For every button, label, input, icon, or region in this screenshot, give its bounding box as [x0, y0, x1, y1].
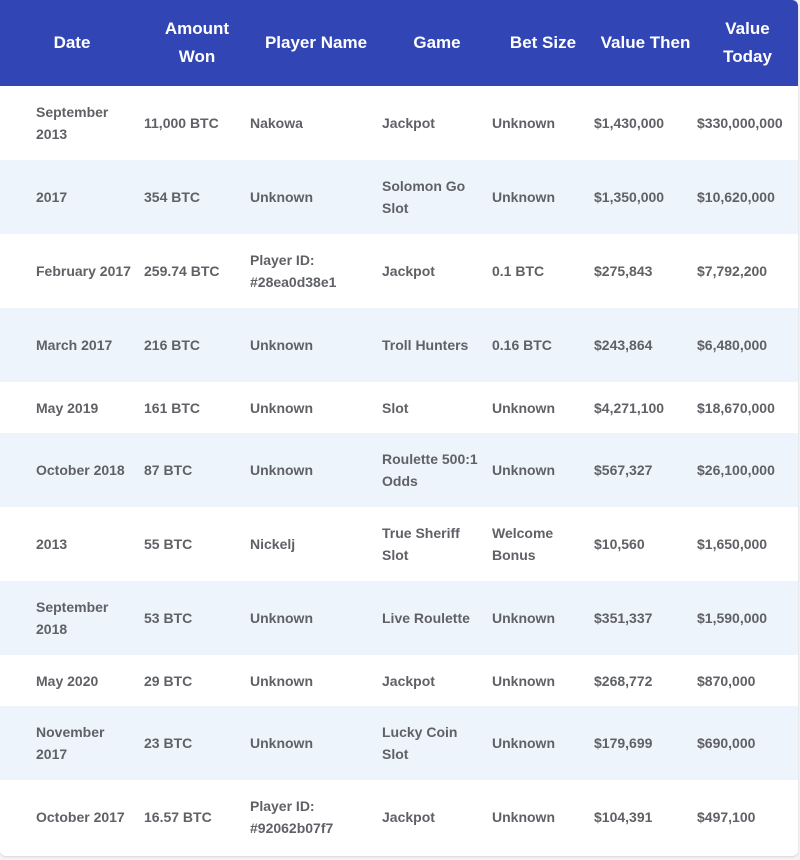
cell-bet-size: 0.1 BTC [492, 263, 545, 279]
cell-amount-won: 354 BTC [144, 189, 201, 205]
cell-value-today: $1,590,000 [697, 610, 768, 626]
cell-player-name: Player ID: #28ea0d38e1 [250, 252, 337, 290]
table-row [0, 507, 798, 581]
cell-bet-size: Unknown [492, 809, 555, 825]
cell-player-name: Unknown [250, 735, 313, 751]
table-row [0, 655, 798, 706]
cell-date: October 2018 [36, 462, 125, 478]
cell-game: Jackpot [382, 263, 435, 279]
table-row [0, 780, 798, 854]
cell-player-name: Nickelj [250, 536, 296, 552]
cell-value-today: $6,480,000 [697, 337, 768, 353]
cell-value-then: $275,843 [594, 263, 653, 279]
cell-amount-won: 87 BTC [144, 462, 193, 478]
cell-amount-won: 16.57 BTC [144, 809, 212, 825]
cell-bet-size: Unknown [492, 189, 555, 205]
cell-bet-size: Unknown [492, 735, 555, 751]
cell-bet-size: Unknown [492, 610, 555, 626]
table-row [0, 706, 798, 780]
cell-value-then: $567,327 [594, 462, 653, 478]
cell-player-name: Unknown [250, 610, 313, 626]
cell-amount-won: 23 BTC [144, 735, 193, 751]
header-bet-size: Bet Size [509, 33, 577, 52]
cell-game: Solomon Go Slot [382, 178, 466, 216]
cell-date: February 2017 [36, 263, 131, 279]
cell-date: September 2018 [36, 599, 109, 637]
cell-value-today: $870,000 [697, 672, 756, 689]
cell-game: Troll Hunters [382, 337, 469, 353]
cell-amount-won: 29 BTC [144, 672, 193, 689]
cell-date: November 2017 [36, 724, 105, 762]
cell-player-name: Player ID: #92062b07f7 [250, 798, 334, 836]
header-player-name: Player Name [264, 33, 368, 52]
cell-value-then: $179,699 [594, 735, 653, 751]
cell-bet-size: Unknown [492, 399, 555, 416]
cell-bet-size: Unknown [492, 115, 555, 131]
header-row [0, 0, 798, 86]
cell-value-then: $351,337 [594, 610, 653, 626]
cell-amount-won: 53 BTC [144, 610, 193, 626]
table-row [0, 382, 798, 433]
cell-amount-won: 55 BTC [144, 536, 193, 552]
cell-bet-size: Unknown [492, 462, 555, 478]
cell-amount-won: 11,000 BTC [144, 115, 219, 131]
cell-bet-size: Unknown [492, 672, 555, 689]
cell-value-today: $18,670,000 [697, 399, 775, 416]
cell-player-name: Unknown [250, 462, 313, 478]
cell-value-then: $1,430,000 [594, 115, 665, 131]
cell-player-name: Unknown [250, 399, 313, 416]
cell-date: May 2019 [36, 399, 99, 416]
cell-bet-size: Welcome Bonus [492, 525, 554, 563]
header-date: Date [53, 33, 91, 52]
cell-game: Jackpot [382, 672, 435, 689]
cell-value-today: $1,650,000 [697, 536, 768, 552]
table-row [0, 581, 798, 655]
cell-player-name: Unknown [250, 189, 313, 205]
cell-date: March 2017 [36, 337, 113, 353]
cell-date: October 2017 [36, 809, 125, 825]
cell-date: May 2020 [36, 672, 99, 689]
cell-player-name: Nakowa [250, 115, 303, 131]
table-header [0, 0, 798, 86]
header-game: Game [413, 33, 461, 52]
cell-amount-won: 216 BTC [144, 337, 201, 353]
cell-value-then: $1,350,000 [594, 189, 665, 205]
header-value-then: Value Then [600, 33, 691, 52]
cell-value-today: $330,000,000 [697, 115, 783, 131]
cell-date: 2013 [36, 536, 68, 552]
cell-game: Roulette 500:1 Odds [382, 451, 478, 489]
cell-value-then: $268,772 [594, 672, 653, 689]
cell-value-today: $10,620,000 [697, 189, 775, 205]
cell-value-then: $4,271,100 [594, 399, 665, 416]
cell-value-today: $497,100 [697, 809, 756, 825]
table-row [0, 160, 798, 234]
cell-game: Jackpot [382, 115, 435, 131]
table-row [0, 86, 798, 160]
cell-bet-size: 0.16 BTC [492, 337, 552, 353]
cell-game: Lucky Coin Slot [382, 724, 458, 762]
cell-game: True Sheriff Slot [382, 525, 460, 563]
cell-value-today: $26,100,000 [697, 462, 775, 478]
cell-value-then: $10,560 [594, 536, 645, 552]
cell-value-today: $690,000 [697, 735, 756, 751]
cell-value-then: $104,391 [594, 809, 653, 825]
cell-amount-won: 161 BTC [144, 399, 201, 416]
table-row [0, 234, 798, 308]
cell-player-name: Unknown [250, 337, 313, 353]
table-row [0, 308, 798, 382]
cell-game: Live Roulette [382, 610, 470, 626]
cell-date: September 2013 [36, 104, 109, 142]
cell-game: Slot [382, 399, 409, 416]
table-body [0, 86, 798, 854]
cell-amount-won: 259.74 BTC [144, 263, 220, 279]
cell-game: Jackpot [382, 809, 435, 825]
header-value-today: Value Today [723, 19, 772, 66]
cell-player-name: Unknown [250, 672, 313, 689]
cell-value-today: $7,792,200 [697, 263, 768, 279]
cell-date: 2017 [36, 189, 68, 205]
table-row [0, 433, 798, 507]
header-amount-won: Amount Won [164, 19, 230, 66]
cell-value-then: $243,864 [594, 337, 653, 353]
